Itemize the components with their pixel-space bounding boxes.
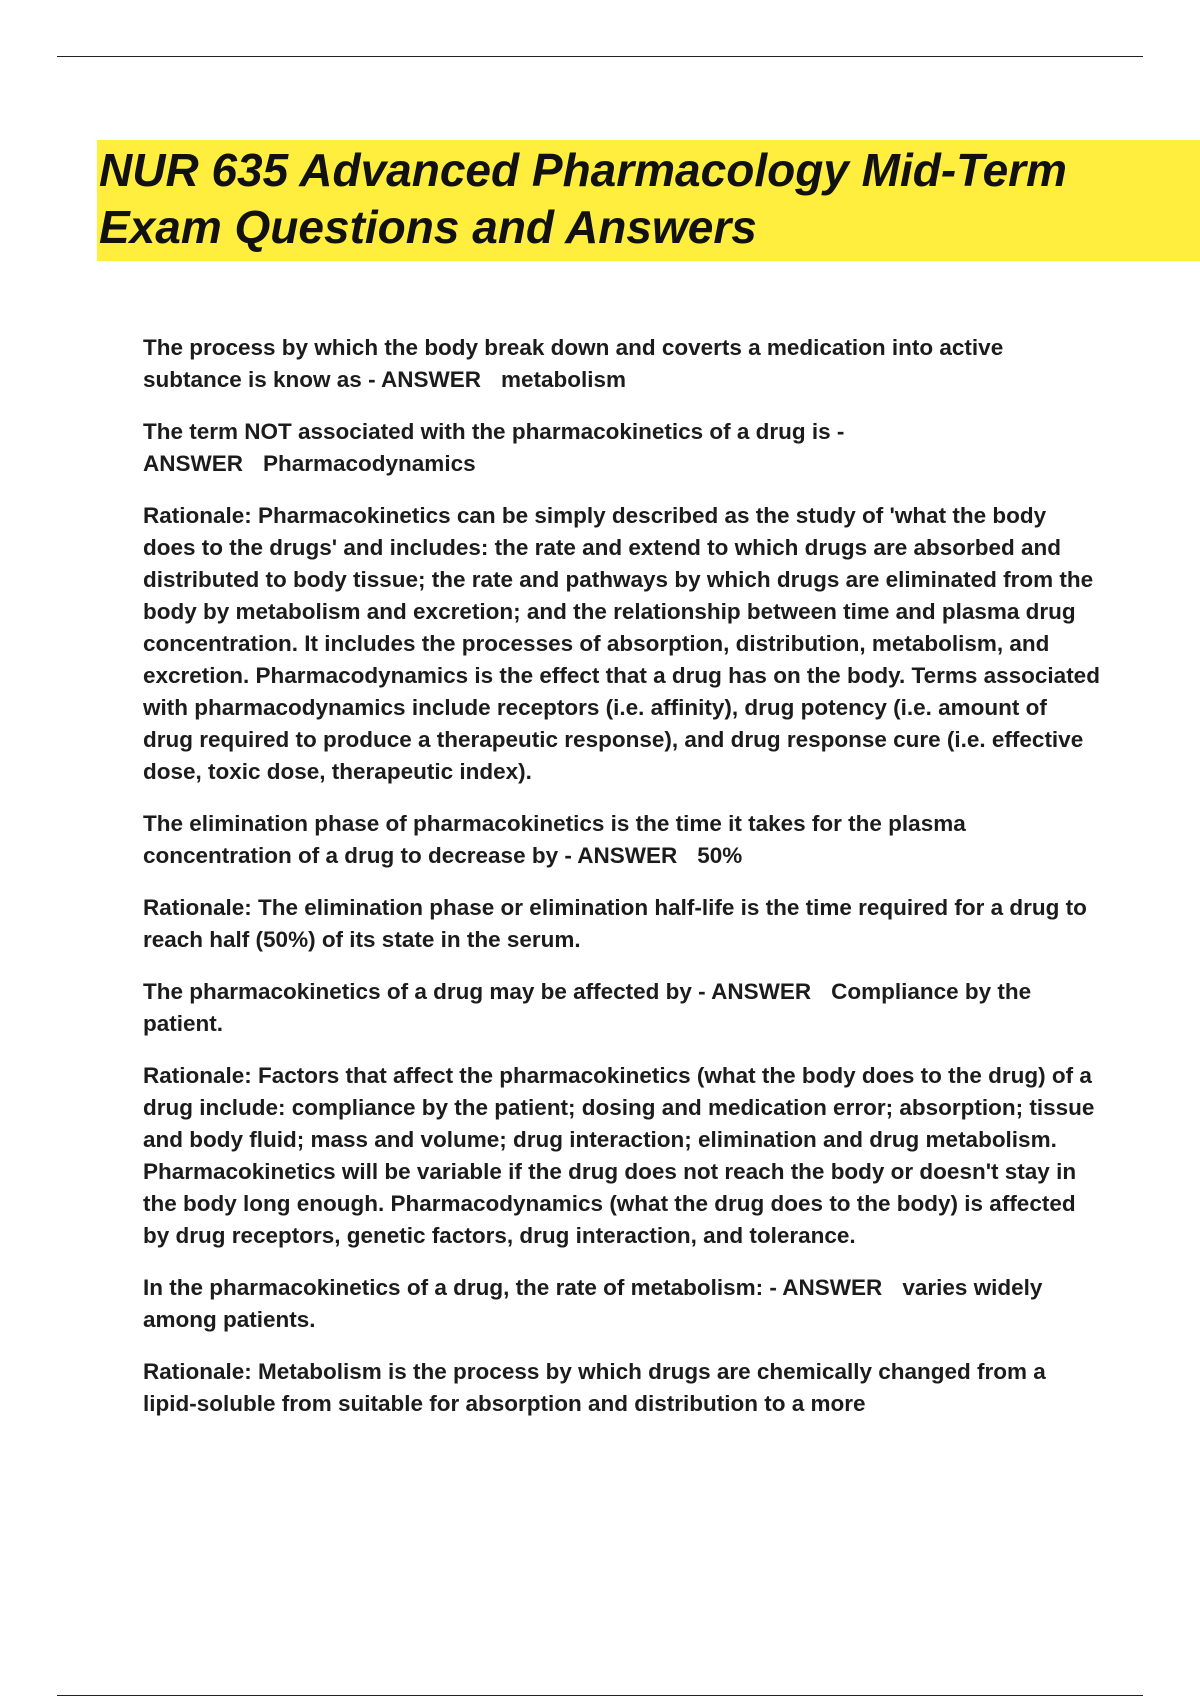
footer-rule — [57, 1695, 1143, 1696]
qa-item-5 — [143, 1272, 1103, 1336]
question-text: The pharmacokinetics of a drug may be affected by — [143, 979, 692, 1004]
answer-text: metabolism — [501, 367, 627, 392]
answer-label: - ANSWER — [368, 367, 482, 392]
title-line-1: NUR 635 Advanced Pharmacology Mid-Term — [99, 144, 1067, 196]
document-title — [99, 142, 1189, 256]
question-text: The process by which the body break down and coverts a medication into active subtance is know as — [143, 335, 1004, 392]
answer-label: - ANSWER — [769, 1275, 883, 1300]
answer-text: Compliance by the patient. — [143, 979, 1032, 1036]
qa-item-4 — [143, 976, 1103, 1040]
qa-item-2 — [143, 416, 1103, 480]
rationale-2: Rationale: The elimination phase or elimination half-life is the time required for a drug to reach half (50%) of its state in the serum. — [143, 895, 1087, 952]
answer-label: - ANSWER — [143, 419, 845, 476]
answer-label: - ANSWER — [564, 843, 678, 868]
rationale-1: Rationale: Pharmacokinetics can be simply described as the study of 'what the body does to the drugs' and includes: the rate and extend to which drugs are absorbed and distributed to body tissue; the rate and pathways by which drugs are eliminated from the body by metabolism and excretion; and the relationship between time and plasma drug concentration. It includes the processes of absorption, distribution, metabolism, and excretion. Pharmacodynamics is the effect that a drug has on the body. Terms associated with pharmacodynamics include receptors (i.e. affinity), drug potency (i.e. amount of drug required to produce a therapeutic response), and drug response cure (i.e. effective dose, toxic dose, therapeutic index). — [143, 503, 1100, 784]
answer-text: varies widely among patients. — [143, 1275, 1043, 1332]
qa-item-3 — [143, 808, 1103, 872]
answer-label: - ANSWER — [698, 979, 812, 1004]
question-text: In the pharmacokinetics of a drug, the rate of metabolism: — [143, 1275, 764, 1300]
header-rule — [57, 56, 1143, 57]
qa-item-1 — [143, 332, 1103, 396]
rationale-4: Rationale: Metabolism is the process by which drugs are chemically changed from a lipid-soluble from suitable for absorption and distribution to a more — [143, 1359, 1046, 1416]
answer-text: 50% — [697, 843, 743, 868]
qa-content — [143, 332, 1103, 1440]
question-text: The elimination phase of pharmacokinetics is the time it takes for the plasma concentration of a drug to decrease by — [143, 811, 966, 868]
question-text: The term NOT associated with the pharmacokinetics of a drug is — [143, 419, 831, 444]
answer-text: Pharmacodynamics — [263, 451, 476, 476]
title-line-2: Exam Questions and Answers — [99, 201, 757, 253]
rationale-3: Rationale: Factors that affect the pharmacokinetics (what the body does to the drug) of a drug include: compliance by the patient; dosing and medication error; absorption; tissue and body fluid; mass and volume; drug interaction; elimination and drug metabolism. Pharmacokinetics will be variable if the drug does not reach the body or doesn't stay in the body long enough. Pharmacodynamics (what the drug does to the body) is affected by drug receptors, genetic factors, drug interaction, and tolerance. — [143, 1063, 1095, 1248]
